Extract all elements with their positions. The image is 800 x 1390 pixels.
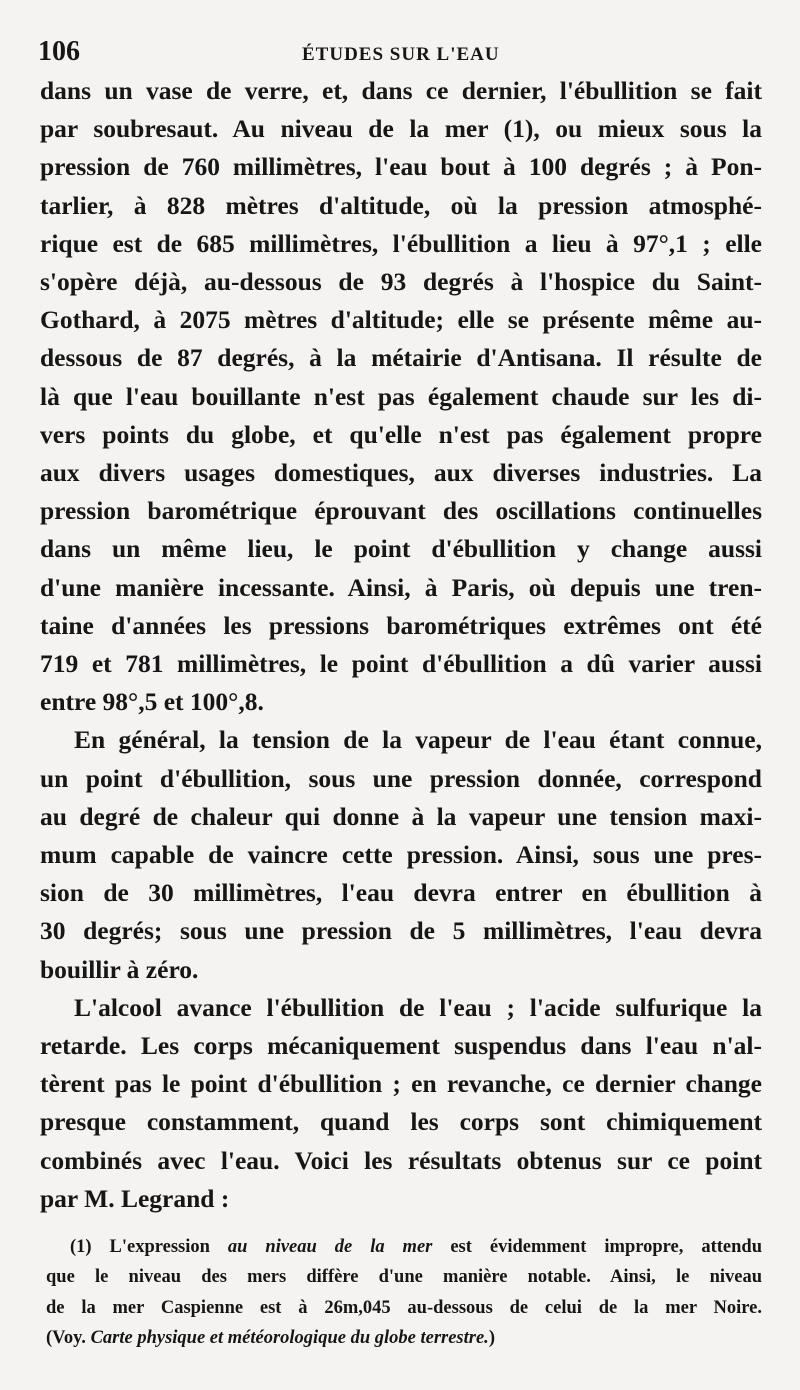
text-line: dans un même lieu, le point d'ébullition y change aussi bbox=[40, 534, 762, 564]
footnote-italic: au niveau de la mer bbox=[227, 1237, 433, 1257]
page-number: 106 bbox=[38, 36, 80, 67]
body-text bbox=[40, 72, 762, 1218]
text-line: d'une manière incessante. Ainsi, à Paris, où depuis une tren- bbox=[40, 572, 762, 602]
text-line: tarlier, à 828 mètres d'altitude, où la pression atmosphé- bbox=[40, 190, 762, 220]
text-line: mum capable de vaincre cette pression. Ainsi, sous une pres- bbox=[40, 840, 762, 870]
text-line: aux divers usages domestiques, aux diverses industries. La bbox=[40, 458, 762, 488]
text-line: au degré de chaleur qui donne à la vapeur une tension maxi- bbox=[40, 801, 762, 831]
footnote-line: que le niveau des mers diffère d'une manière notable. Ainsi, le niveau bbox=[46, 1267, 762, 1288]
page-header bbox=[34, 30, 764, 70]
footnote-line: de la mer Caspienne est à 26m,045 au-dessous de celui de la mer Noire. bbox=[46, 1297, 762, 1318]
text-line: dans un vase de verre, et, dans ce dernier, l'ébullition se fait bbox=[40, 76, 762, 105]
running-title: ÉTUDES SUR L'EAU bbox=[302, 44, 500, 65]
text-line: entre 98°,5 et 100°,8. bbox=[40, 687, 264, 717]
footnote bbox=[46, 1232, 762, 1353]
text-line: dessous de 87 degrés, à la métairie d'Antisana. Il résulte de bbox=[40, 343, 762, 373]
text-line: bouillir à zéro. bbox=[40, 954, 199, 984]
footnote-text: est évidemment impropre, attendu bbox=[432, 1237, 762, 1257]
footnote-text: ) bbox=[488, 1327, 495, 1348]
text-line: taine d'années les pressions barométriques extrêmes ont été bbox=[40, 610, 762, 640]
text-line: sion de 30 millimètres, l'eau devra entrer en ébullition à bbox=[40, 878, 762, 908]
text-line: par soubresaut. Au niveau de la mer (1), ou mieux sous la bbox=[40, 114, 762, 144]
text-line: Gothard, à 2075 mètres d'altitude; elle se présente même au- bbox=[40, 305, 762, 335]
text-line: L'alcool avance l'ébullition de l'eau ; l'acide sulfurique la bbox=[74, 992, 762, 1022]
text-line: 719 et 781 millimètres, le point d'ébullition a dû varier aussi bbox=[40, 649, 762, 679]
text-line: combinés avec l'eau. Voici les résultats obtenus sur ce point bbox=[40, 1145, 762, 1175]
text-line: pression de 760 millimètres, l'eau bout à 100 degrés ; à Pon- bbox=[40, 152, 762, 182]
text-line: pression barométrique éprouvant des oscillations continuelles bbox=[40, 496, 762, 526]
text-line: par M. Legrand : bbox=[40, 1183, 230, 1213]
footnote-text: (1) L'expression bbox=[70, 1237, 228, 1257]
footnote-text: (Voy. bbox=[46, 1327, 91, 1348]
text-line: En général, la tension de la vapeur de l'eau étant connue, bbox=[74, 725, 762, 755]
text-line: retarde. Les corps mécaniquement suspendus dans l'eau n'al- bbox=[40, 1031, 762, 1061]
text-line: presque constamment, quand les corps sont chimiquement bbox=[40, 1107, 762, 1137]
text-line: rique est de 685 millimètres, l'ébullition a lieu à 97°,1 ; elle bbox=[40, 228, 762, 258]
text-line: 30 degrés; sous une pression de 5 millimètres, l'eau devra bbox=[40, 916, 762, 946]
text-line: vers points du globe, et qu'elle n'est pas également propre bbox=[40, 419, 762, 449]
text-line: un point d'ébullition, sous une pression donnée, correspond bbox=[40, 763, 762, 793]
text-line: là que l'eau bouillante n'est pas également chaude sur les di- bbox=[40, 381, 762, 411]
footnote-italic: Carte physique et météorologique du globe terrestre. bbox=[90, 1327, 489, 1348]
text-line: s'opère déjà, au-dessous de 93 degrés à l'hospice du Saint- bbox=[40, 267, 762, 297]
text-line: tèrent pas le point d'ébullition ; en revanche, ce dernier change bbox=[40, 1069, 762, 1099]
footnote-line bbox=[46, 1232, 762, 1262]
footnote-line bbox=[46, 1323, 762, 1353]
